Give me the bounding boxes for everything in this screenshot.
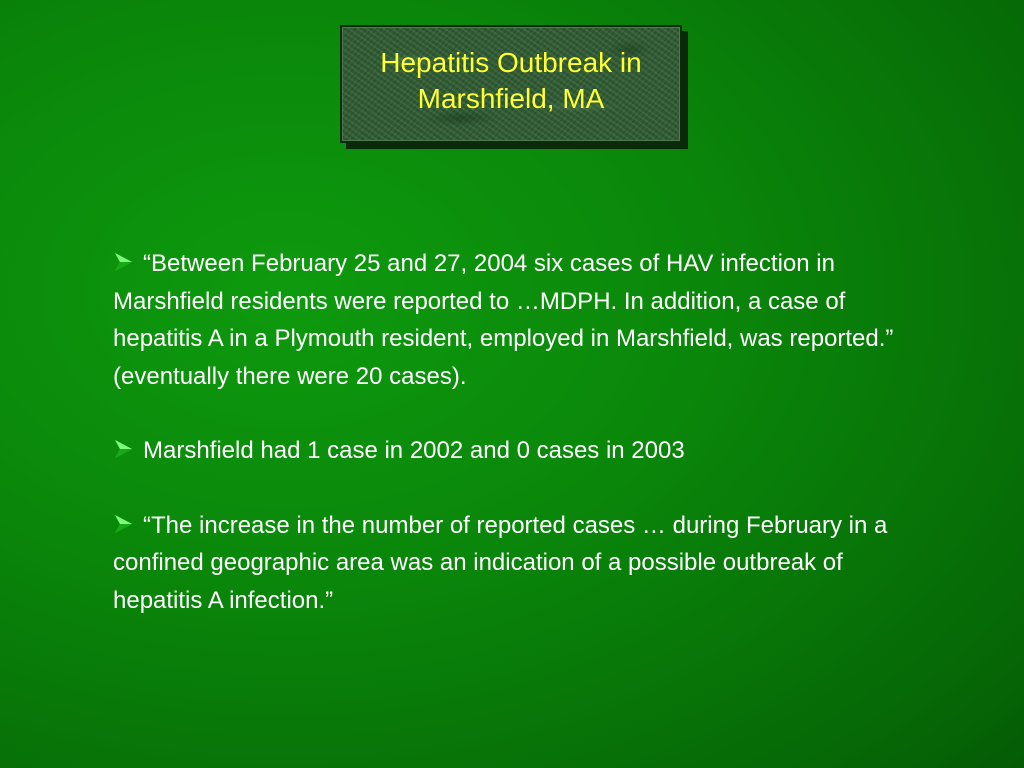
arrow-bullet-icon	[113, 252, 133, 272]
bullet-item	[113, 432, 913, 470]
arrow-bullet-icon	[113, 514, 133, 534]
bullet-list	[113, 245, 913, 619]
arrow-bullet-icon	[113, 439, 133, 459]
slide-title: Hepatitis Outbreak in Marshfield, MA	[380, 47, 642, 114]
title-box	[340, 25, 682, 143]
bullet-text: “Between February 25 and 27, 2004 six cases of HAV infection in Marshfield residents were reported to …MDPH. In addition, a case of hepatitis A in a Plymouth resident, employed in Marshfield, was reported.” (eventually there were 20 cases).	[113, 250, 894, 390]
bullet-item	[113, 507, 913, 620]
bullet-text: “The increase in the number of reported cases … during February in a confined geographic area was an indication of a possible outbreak of hepatitis A infection.”	[113, 511, 888, 614]
bullet-item	[113, 245, 913, 395]
bullet-text: Marshfield had 1 case in 2002 and 0 cases in 2003	[143, 437, 685, 464]
